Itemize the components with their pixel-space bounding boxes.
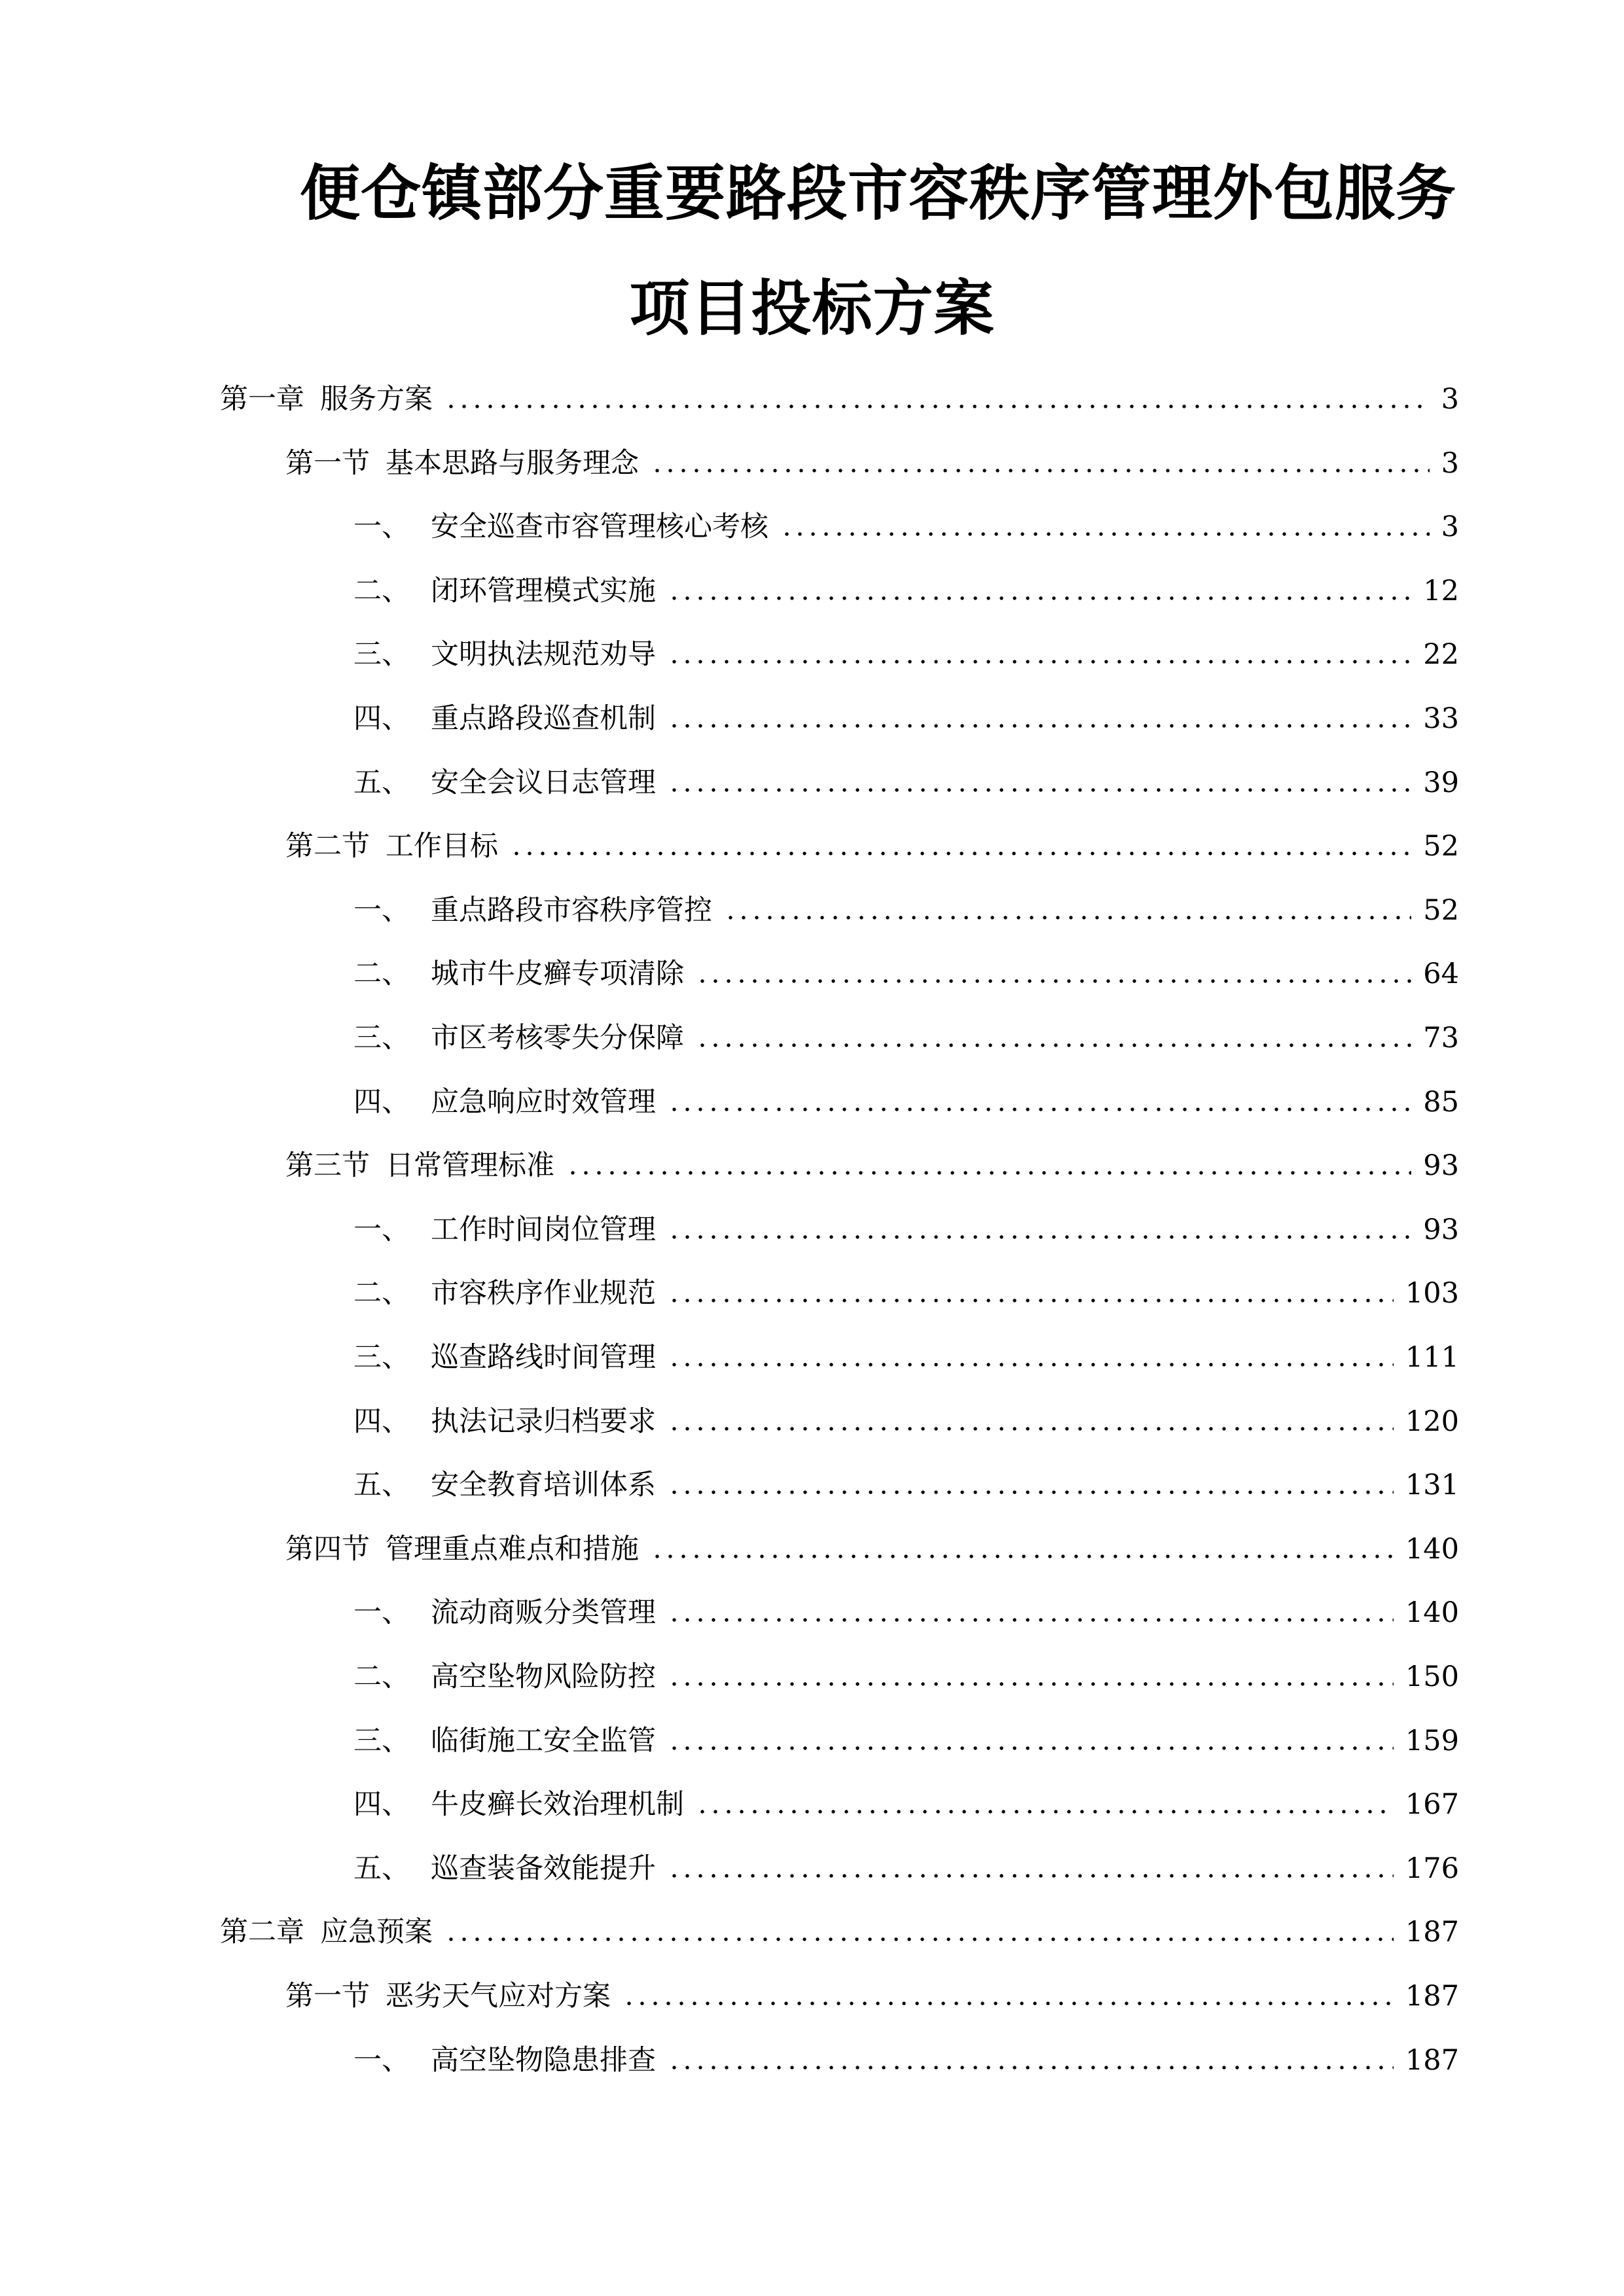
- toc-entry[interactable]: [285, 823, 1459, 869]
- toc-entry-marker: 第二章: [220, 1916, 304, 1949]
- dot-leader: [668, 1682, 1394, 1686]
- dot-leader: [668, 1618, 1394, 1622]
- toc-entry-label: 牛皮癣长效治理机制: [431, 1788, 684, 1821]
- dot-leader: [696, 979, 1411, 983]
- toc-entry[interactable]: [353, 1015, 1459, 1061]
- toc-entry-marker: 五、: [353, 1852, 410, 1885]
- toc-entry-label: 文明执法规范劝导: [431, 638, 656, 672]
- toc-entry[interactable]: [353, 1399, 1459, 1444]
- toc-entry-marker: 二、: [353, 1660, 410, 1693]
- toc-entry-label: 应急响应时效管理: [431, 1085, 656, 1119]
- toc-entry-page-number: 111: [1405, 1341, 1459, 1374]
- toc-entry[interactable]: [353, 1718, 1459, 1764]
- toc-entry-label: 应急预案: [320, 1916, 433, 1949]
- toc-entry[interactable]: [353, 1335, 1459, 1380]
- dot-leader: [668, 1363, 1394, 1367]
- dot-leader: [668, 1874, 1394, 1878]
- document-title-line-1: 便仓镇部分重要路段市容秩序管理外包服务: [300, 158, 1457, 228]
- toc-entry[interactable]: [353, 1462, 1459, 1508]
- toc-entry-label: 巡查路线时间管理: [431, 1341, 656, 1374]
- dot-leader: [668, 724, 1411, 728]
- toc-entry-marker: 四、: [353, 1085, 410, 1119]
- toc-entry-page-number: 52: [1423, 893, 1459, 927]
- dot-leader: [510, 852, 1411, 855]
- toc-entry[interactable]: [353, 632, 1459, 677]
- toc-entry-page-number: 131: [1405, 1469, 1459, 1502]
- toc-entry-label: 高空坠物风险防控: [431, 1660, 656, 1693]
- toc-entry-page-number: 187: [1405, 1916, 1459, 1949]
- toc-entry-page-number: 120: [1405, 1405, 1459, 1438]
- toc-entry-marker: 第一节: [285, 446, 370, 480]
- toc-entry-label: 市容秩序作业规范: [431, 1277, 656, 1310]
- toc-entry[interactable]: [353, 1590, 1459, 1636]
- toc-entry-marker: 第一节: [285, 1980, 370, 2013]
- toc-entry-page-number: 64: [1423, 958, 1459, 991]
- toc-entry-label: 基本思路与服务理念: [386, 446, 639, 480]
- toc-entry-label: 日常管理标准: [386, 1149, 554, 1183]
- toc-entry[interactable]: [353, 760, 1459, 806]
- toc-entry-marker: 四、: [353, 1788, 410, 1821]
- toc-entry[interactable]: [285, 1526, 1459, 1572]
- dot-leader: [668, 1235, 1411, 1239]
- toc-entry-label: 安全教育培训体系: [431, 1469, 656, 1502]
- dot-leader: [566, 1171, 1411, 1175]
- toc-entry[interactable]: [353, 696, 1459, 742]
- dot-leader: [780, 532, 1430, 536]
- toc-entry[interactable]: [353, 1846, 1459, 1892]
- toc-entry-page-number: 176: [1405, 1852, 1459, 1885]
- toc-entry[interactable]: [285, 1143, 1459, 1189]
- dot-leader: [668, 1299, 1394, 1302]
- toc-entry[interactable]: [285, 1973, 1459, 2019]
- toc-entry-label: 重点路段巡查机制: [431, 702, 656, 735]
- toc-entry-marker: 一、: [353, 2043, 410, 2077]
- toc-entry-page-number: 103: [1405, 1277, 1459, 1310]
- toc-entry-page-number: 167: [1405, 1788, 1459, 1821]
- dot-leader: [668, 1490, 1394, 1494]
- toc-entry-page-number: 150: [1405, 1660, 1459, 1693]
- toc-entry-marker: 二、: [353, 1277, 410, 1310]
- toc-entry[interactable]: [353, 1270, 1459, 1316]
- toc-entry[interactable]: [353, 504, 1459, 550]
- toc-entry-page-number: 12: [1423, 574, 1459, 607]
- toc-entry[interactable]: [353, 568, 1459, 614]
- dot-leader: [668, 1427, 1394, 1431]
- toc-entry-page-number: 93: [1423, 1213, 1459, 1246]
- toc-entry[interactable]: [353, 2037, 1459, 2083]
- toc-entry-page-number: 22: [1423, 638, 1459, 672]
- toc-entry-marker: 第三节: [285, 1149, 370, 1183]
- dot-leader: [696, 1043, 1411, 1047]
- toc-entry[interactable]: [220, 376, 1459, 422]
- toc-entry-label: 临街施工安全监管: [431, 1724, 656, 1757]
- toc-entry[interactable]: [353, 1654, 1459, 1700]
- toc-entry-label: 高空坠物隐患排查: [431, 2043, 656, 2077]
- dot-leader: [444, 1937, 1394, 1941]
- toc-entry-marker: 一、: [353, 511, 410, 544]
- toc-entry-marker: 一、: [353, 1213, 410, 1246]
- dot-leader: [651, 469, 1430, 473]
- dot-leader: [444, 404, 1430, 408]
- toc-entry[interactable]: [353, 1782, 1459, 1827]
- dot-leader: [651, 1554, 1394, 1558]
- toc-entry-marker: 三、: [353, 1022, 410, 1054]
- toc-entry-marker: 五、: [353, 1469, 410, 1502]
- document-title-line-2: 项目投标方案: [629, 274, 995, 344]
- toc-entry-marker: 四、: [353, 702, 410, 735]
- toc-entry-page-number: 3: [1441, 446, 1459, 480]
- toc-entry-label: 执法记录归档要求: [431, 1405, 656, 1438]
- toc-entry-label: 城市牛皮癣专项清除: [431, 958, 684, 991]
- toc-entry-page-number: 85: [1423, 1085, 1459, 1119]
- toc-entry-marker: 一、: [353, 893, 410, 927]
- toc-entry-page-number: 33: [1423, 702, 1459, 735]
- dot-leader: [724, 916, 1411, 920]
- toc-entry-marker: 第二节: [285, 830, 370, 863]
- toc-entry-marker: 三、: [353, 1724, 410, 1757]
- dot-leader: [668, 1107, 1411, 1111]
- toc-entry-page-number: 93: [1423, 1149, 1459, 1183]
- toc-entry-page-number: 140: [1405, 1596, 1459, 1630]
- dot-leader: [623, 2001, 1394, 2005]
- dot-leader: [668, 660, 1411, 664]
- toc-entry-page-number: 3: [1441, 383, 1459, 416]
- toc-entry-page-number: 39: [1423, 766, 1459, 799]
- toc-entry-page-number: 52: [1423, 830, 1459, 863]
- toc-entry-marker: 四、: [353, 1405, 410, 1438]
- toc-entry-label: 安全巡查市容管理核心考核: [431, 511, 768, 544]
- toc-entry[interactable]: [353, 1207, 1459, 1253]
- toc-entry-page-number: 187: [1405, 1980, 1459, 2013]
- toc-entry[interactable]: [285, 440, 1459, 486]
- toc-entry-marker: 一、: [353, 1596, 410, 1630]
- toc-entry-label: 巡查装备效能提升: [431, 1852, 656, 1885]
- toc-entry-label: 重点路段市容秩序管控: [431, 893, 712, 927]
- toc-entry-label: 服务方案: [320, 383, 433, 416]
- toc-entry-marker: 五、: [353, 766, 410, 799]
- toc-entry-marker: 三、: [353, 1341, 410, 1374]
- toc-entry-label: 工作目标: [386, 830, 498, 863]
- dot-leader: [668, 1746, 1394, 1750]
- toc-entry-page-number: 3: [1441, 511, 1459, 544]
- toc-entry[interactable]: [353, 888, 1459, 933]
- toc-entry-label: 工作时间岗位管理: [431, 1213, 656, 1246]
- dot-leader: [668, 788, 1411, 792]
- toc-entry-page-number: 159: [1405, 1724, 1459, 1757]
- toc-entry-marker: 二、: [353, 574, 410, 607]
- dot-leader: [668, 2066, 1394, 2070]
- toc-entry-label: 管理重点难点和措施: [386, 1532, 639, 1566]
- toc-entry-marker: 第四节: [285, 1532, 370, 1566]
- toc-entry-page-number: 73: [1423, 1022, 1459, 1054]
- toc-entry-label: 闭环管理模式实施: [431, 574, 656, 607]
- toc-entry-label: 流动商贩分类管理: [431, 1596, 656, 1630]
- toc-entry-marker: 第一章: [220, 383, 304, 416]
- toc-entry-label: 安全会议日志管理: [431, 766, 656, 799]
- dot-leader: [668, 596, 1411, 600]
- dot-leader: [696, 1810, 1394, 1814]
- toc-entry[interactable]: [353, 951, 1459, 997]
- toc-entry-page-number: 140: [1405, 1532, 1459, 1566]
- toc-entry[interactable]: [353, 1079, 1459, 1125]
- toc-entry-label: 恶劣天气应对方案: [386, 1980, 611, 2013]
- toc-entry-page-number: 187: [1405, 2043, 1459, 2077]
- toc-entry[interactable]: [220, 1909, 1459, 1955]
- toc-entry-marker: 三、: [353, 638, 410, 672]
- toc-entry-marker: 二、: [353, 958, 410, 991]
- toc-entry-label: 市区考核零失分保障: [431, 1022, 684, 1054]
